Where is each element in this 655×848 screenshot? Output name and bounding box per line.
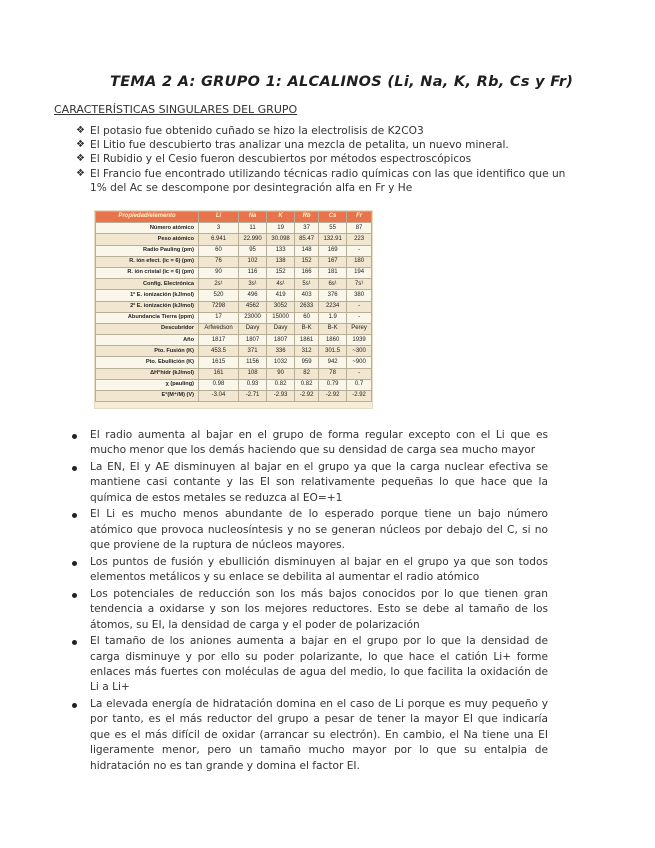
table-cell-value: 2s¹	[199, 279, 239, 290]
list-item-text: El tamaño de los aniones aumenta a bajar en el grupo por lo que la densidad de carga disminuye y por ello su poder polarizante, lo que hace el catión Li+ forme enlaces más fuertes con moléculas de agua del medio, lo que facilita la oxidación de Li a Li+	[90, 635, 548, 694]
table-cell-value: 133	[267, 245, 295, 256]
table-row	[96, 267, 372, 278]
table-cell-value: 0.7	[347, 379, 372, 390]
table-cell-value: 152	[267, 267, 295, 278]
table-row	[96, 279, 372, 290]
table-cell-value: 167	[319, 256, 347, 267]
table-cell-value: 108	[239, 368, 267, 379]
list-item	[72, 697, 548, 774]
table-cell-value: -3.04	[199, 391, 239, 402]
list-item	[76, 152, 576, 166]
table-cell-value: 1032	[267, 357, 295, 368]
table-cell-property: χ (pauling)	[96, 379, 199, 390]
table-cell-value: 90	[267, 368, 295, 379]
list-item-text: Los potenciales de reducción son los más bajos conocidos por lo que tienen gran tendencia a oxidarse y son los mejores reductores. Esto se debe al tamaño de los átomos, su EI, la densidad de carga y el poder de polarización	[90, 587, 548, 631]
table-header-property: Propiedad/elemento	[96, 212, 199, 223]
table-cell-value: Arfwedson	[199, 323, 239, 334]
table-cell-value: 0.98	[199, 379, 239, 390]
list-item-text: El Rubidio y el Cesio fueron descubiertos por métodos espectroscópicos	[90, 153, 472, 166]
table-cell-property: ΔH°hidr (kJ/mol)	[96, 368, 199, 379]
table-header-element: K	[267, 212, 295, 223]
table-cell-value: 90	[199, 267, 239, 278]
table-cell-value: B-K	[295, 323, 319, 334]
table-header-row	[96, 212, 372, 223]
table-cell-value: 2633	[295, 301, 319, 312]
table-cell-value: 959	[295, 357, 319, 368]
table-row	[96, 391, 372, 402]
table-cell-value: 1807	[267, 335, 295, 346]
table-body	[96, 223, 372, 402]
table-cell-value: 87	[347, 223, 372, 234]
list-item	[76, 124, 576, 138]
table-cell-value: 2234	[319, 301, 347, 312]
table-cell-value: 132.91	[319, 234, 347, 245]
table-cell-value: 60	[295, 312, 319, 323]
table-row	[96, 379, 372, 390]
table-header-element: Li	[199, 212, 239, 223]
table-cell-value: 116	[239, 267, 267, 278]
table-row	[96, 335, 372, 346]
list-item	[76, 167, 576, 195]
list-item-text: La EN, EI y AE disminuyen al bajar en el grupo ya que la carga nuclear efectiva se mantiene casi contante y las EI son relativamente pequeñas lo que hace que la química de estos metales se reduzca al EO=+1	[90, 461, 548, 504]
list-item	[72, 634, 548, 696]
table-row	[96, 368, 372, 379]
table-cell-value: -2.92	[295, 391, 319, 402]
table-row	[96, 234, 372, 245]
table-cell-property: Pto. Ebullición (K)	[96, 357, 199, 368]
table-cell-value: 0.93	[239, 379, 267, 390]
table-cell-value: 453.5	[199, 346, 239, 357]
table-row	[96, 290, 372, 301]
table-cell-value: 85.47	[295, 234, 319, 245]
table-row	[96, 323, 372, 334]
table-cell-value: -	[347, 312, 372, 323]
table-row	[96, 256, 372, 267]
table-cell-value: 30.098	[267, 234, 295, 245]
table-cell-value: 180	[347, 256, 372, 267]
table-cell-value: 7298	[199, 301, 239, 312]
table-header-element: Na	[239, 212, 267, 223]
table-cell-value: 138	[267, 256, 295, 267]
table-cell-value: 0.82	[295, 379, 319, 390]
table-cell-value: 1939	[347, 335, 372, 346]
characteristics-list	[76, 124, 576, 195]
table-cell-property: 2ª E. ionización (kJ/mol)	[96, 301, 199, 312]
table-cell-value: Davy	[239, 323, 267, 334]
table-header-element: Rb	[295, 212, 319, 223]
table-row	[96, 245, 372, 256]
table-cell-property: E°(M⁺/M) (V)	[96, 391, 199, 402]
table-cell-value: 5s¹	[295, 279, 319, 290]
list-item-text: La elevada energía de hidratación domina en el caso de Li porque es muy pequeño y por tanto, es el más reductor del grupo a pesar de tener la mayor EI que indicaría que es el más difícil de oxidar (arrancar su electrón). En cambio, el Na tiene una EI ligeramente menor, pero un tamaño mucho mayor por lo que su entalpia de hidratación no es tan grande y domina el factor EI.	[90, 698, 548, 772]
list-item-text: El Li es mucho menos abundante de lo esperado porque tiene un bajo número atómico que provoca nucleosíntesis y no se generan núcleos por debajo del C, si no que proviene de la ruptura de núcleos mayores.	[90, 508, 548, 552]
table-row	[96, 301, 372, 312]
table-row	[96, 357, 372, 368]
table-cell-value: 520	[199, 290, 239, 301]
table-cell-value: 148	[295, 245, 319, 256]
table-cell-value: 496	[239, 290, 267, 301]
table-cell-value: 161	[199, 368, 239, 379]
table-cell-value: 1615	[199, 357, 239, 368]
table-cell-value: 166	[295, 267, 319, 278]
table-cell-value: 301.5	[319, 346, 347, 357]
table-cell-property: R. ión cristal (ic = 6) (pm)	[96, 267, 199, 278]
table-cell-value: 1807	[239, 335, 267, 346]
table-cell-value: 419	[267, 290, 295, 301]
table-row	[96, 346, 372, 357]
table-cell-value: 371	[239, 346, 267, 357]
points-list	[72, 428, 548, 775]
table-cell-property: Año	[96, 335, 199, 346]
table-cell-value: 336	[267, 346, 295, 357]
properties-table-image	[94, 210, 373, 409]
table-cell-value: 1.9	[319, 312, 347, 323]
table-cell-property: Config. Electrónica	[96, 279, 199, 290]
table-cell-value: 22.990	[239, 234, 267, 245]
diamond-bullet-icon: ❖	[76, 125, 85, 136]
table-cell-value: 6s¹	[319, 279, 347, 290]
properties-table	[95, 211, 372, 402]
table-cell-property: Abundancia Tierra (ppm)	[96, 312, 199, 323]
table-cell-value: 312	[295, 346, 319, 357]
table-cell-value: 0.82	[267, 379, 295, 390]
list-item-text: El potasio fue obtenido cuñado se hizo la electrolisis de K2CO3	[90, 125, 424, 137]
list-item-text: El Litio fue descubierto tras analizar una mezcla de petalita, un nuevo mineral.	[90, 139, 509, 152]
table-header-element: Fr	[347, 212, 372, 223]
table-cell-value: 11	[239, 223, 267, 234]
table-cell-value: 194	[347, 267, 372, 278]
section-heading: CARACTERÍSTICAS SINGULARES DEL GRUPO	[54, 103, 298, 116]
table-cell-value: ~300	[347, 346, 372, 357]
table-cell-value: 17	[199, 312, 239, 323]
table-cell-value: Perey	[347, 323, 372, 334]
table-cell-value: B-K	[319, 323, 347, 334]
table-cell-property: Descubridor	[96, 323, 199, 334]
table-cell-value: 3052	[267, 301, 295, 312]
list-item	[72, 507, 548, 553]
table-cell-value: 15000	[267, 312, 295, 323]
table-cell-value: -2.92	[319, 391, 347, 402]
table-row	[96, 312, 372, 323]
list-item-text: El radio aumenta al bajar en el grupo de forma regular excepto con el Li que es mucho menor que los demás haciendo que su densidad de carga sea mucho mayor	[90, 429, 548, 457]
table-cell-value: 60	[199, 245, 239, 256]
bullet-dot-icon	[72, 561, 77, 566]
table-cell-property: Pto. Fusión (K)	[96, 346, 199, 357]
list-item-text: Los puntos de fusión y ebullición disminuyen al bajar en el grupo ya que son todos elementos metálicos y su enlace se debilita al aumentar el radio atómico	[90, 555, 548, 584]
table-cell-value: 223	[347, 234, 372, 245]
table-header-element: Cs	[319, 212, 347, 223]
table-cell-value: 0.79	[319, 379, 347, 390]
list-item	[72, 587, 548, 633]
table-cell-value: 19	[267, 223, 295, 234]
diamond-bullet-icon: ❖	[76, 167, 85, 179]
table-cell-value: 1817	[199, 335, 239, 346]
table-cell-value: 4s¹	[267, 279, 295, 290]
bullet-dot-icon	[72, 703, 77, 708]
table-cell-value: -2.71	[239, 391, 267, 402]
table-cell-value: Davy	[267, 323, 295, 334]
bullet-dot-icon	[72, 513, 77, 518]
table-row	[96, 223, 372, 234]
table-cell-value: 3s¹	[239, 279, 267, 290]
table-cell-value: 1860	[319, 335, 347, 346]
table-cell-value: -	[347, 301, 372, 312]
table-cell-value: 380	[347, 290, 372, 301]
list-item	[72, 460, 548, 506]
page-title: TEMA 2 A: GRUPO 1: ALCALINOS (Li, Na, K, Rb, Cs y Fr)	[110, 74, 574, 90]
table-cell-property: 1ª E. ionización (kJ/mol)	[96, 290, 199, 301]
table-cell-value: 102	[239, 256, 267, 267]
table-cell-value: 3	[199, 223, 239, 234]
table-cell-property: R. ión efect. (ic = 6) (pm)	[96, 256, 199, 267]
table-cell-value: -	[347, 368, 372, 379]
table-cell-value: 78	[319, 368, 347, 379]
table-cell-property: Número atómico	[96, 223, 199, 234]
table-cell-value: 23000	[239, 312, 267, 323]
list-item	[76, 138, 576, 152]
table-cell-value: 6.941	[199, 234, 239, 245]
table-cell-value: 95	[239, 245, 267, 256]
table-cell-value: -2.92	[347, 391, 372, 402]
diamond-bullet-icon: ❖	[76, 153, 85, 165]
list-item-text: El Francio fue encontrado utilizando técnicas radio químicas con las que identifico que un 1% del Ac se descompone por desintegración alfa en Fr y He	[90, 167, 566, 194]
bullet-dot-icon	[72, 466, 77, 471]
diamond-bullet-icon: ❖	[76, 139, 85, 151]
table-cell-value: 7s¹	[347, 279, 372, 290]
bullet-dot-icon	[72, 434, 77, 439]
table-cell-value: ~900	[347, 357, 372, 368]
table-cell-property: Peso atómico	[96, 234, 199, 245]
table-cell-value: -2.93	[267, 391, 295, 402]
table-cell-value: -	[347, 245, 372, 256]
table-cell-value: 1861	[295, 335, 319, 346]
table-cell-value: 403	[295, 290, 319, 301]
table-cell-value: 152	[295, 256, 319, 267]
table-cell-value: 1156	[239, 357, 267, 368]
table-cell-value: 181	[319, 267, 347, 278]
table-cell-value: 942	[319, 357, 347, 368]
list-item	[72, 555, 548, 586]
table-cell-property: Radio Pauling (pm)	[96, 245, 199, 256]
bullet-dot-icon	[72, 593, 77, 598]
table-cell-value: 55	[319, 223, 347, 234]
list-item	[72, 428, 548, 459]
table-cell-value: 169	[319, 245, 347, 256]
table-cell-value: 4562	[239, 301, 267, 312]
bullet-dot-icon	[72, 640, 77, 645]
table-cell-value: 82	[295, 368, 319, 379]
table-cell-value: 376	[319, 290, 347, 301]
table-cell-value: 37	[295, 223, 319, 234]
table-cell-value: 76	[199, 256, 239, 267]
